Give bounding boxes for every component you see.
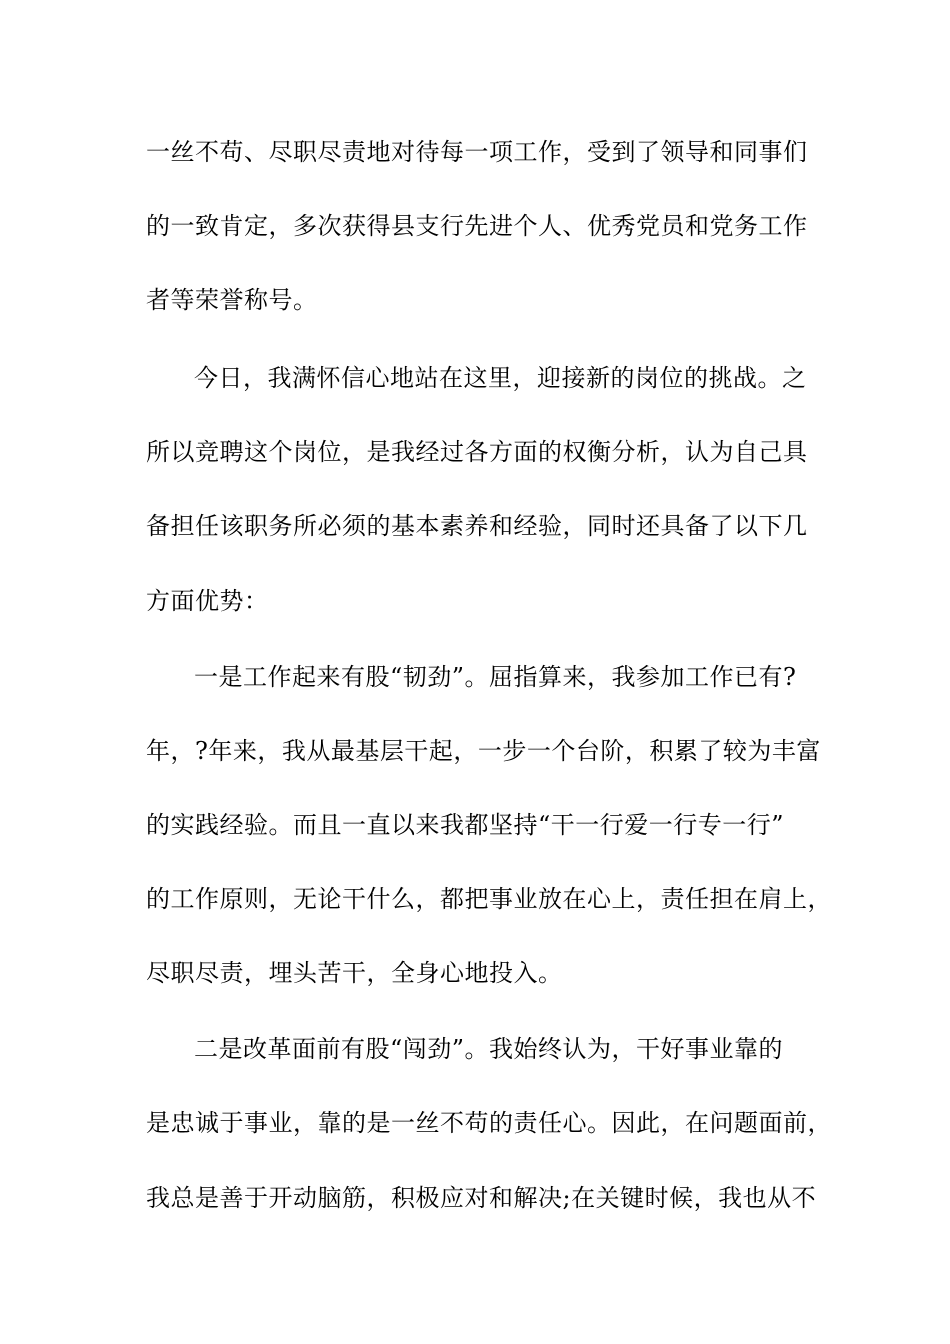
paragraph-first-line: 二是改革面前有股“闯劲”。我始终认为，干好事业靠的 [194,1035,784,1063]
text-line: 方面优势： [146,587,269,615]
text-line: 所以竞聘这个岗位，是我经过各方面的权衡分析，认为自己具 [146,438,808,466]
text-line: 一丝不苟、尽职尽责地对待每一项工作，受到了领导和同事们 [146,138,808,166]
text-line: 尽职尽责，埋头苦干，全身心地投入。 [146,959,563,987]
text-line: 的一致肯定，多次获得县支行先进个人、优秀党员和党务工作 [146,212,808,240]
paragraph-first-line: 一是工作起来有股“韧劲”。屈指算来，我参加工作已有? [194,663,797,691]
text-line: 年，?年来，我从最基层干起，一步一个台阶，积累了较为丰富 [146,737,821,765]
text-line: 的工作原则，无论干什么，都把事业放在心上，责任担在肩上， [146,885,832,913]
text-line: 者等荣誉称号。 [146,286,318,314]
paragraph-first-line: 今日，我满怀信心地站在这里，迎接新的岗位的挑战。之 [194,364,807,392]
text-line: 的实践经验。而且一直以来我都坚持“干一行爱一行专一行” [146,811,785,839]
text-line: 备担任该职务所必须的基本素养和经验，同时还具备了以下几 [146,512,808,540]
text-line: 是忠诚于事业，靠的是一丝不苟的责任心。因此，在问题面前， [146,1109,832,1137]
text-line: 我总是善于开动脑筋，积极应对和解决;在关键时候，我也从不 [146,1184,817,1212]
